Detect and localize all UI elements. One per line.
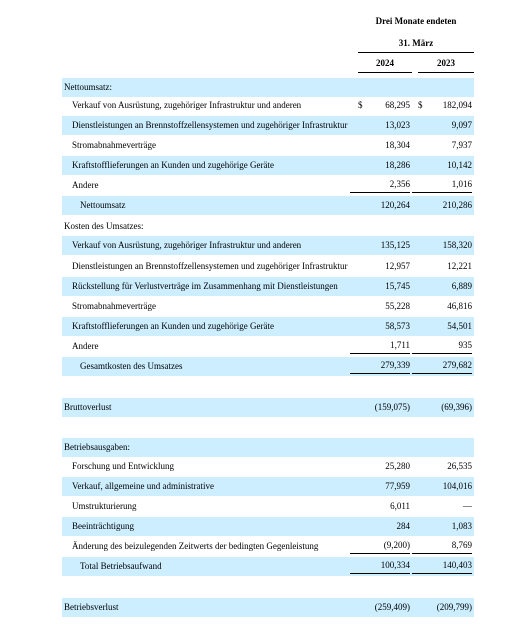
table-row xyxy=(62,457,474,476)
operating-loss-row xyxy=(62,598,474,617)
table-row xyxy=(62,537,474,556)
section-label: Nettoumsatz: xyxy=(64,82,112,92)
value-2024: (159,075) xyxy=(374,402,410,412)
value-2024: 77,959 xyxy=(385,481,410,491)
value-2024: 18,304 xyxy=(385,140,410,150)
table-row xyxy=(62,96,474,115)
row-label: Bruttoverlust xyxy=(64,402,112,412)
row-label: Dienstleistungen an Brennstoffzellensystemen und zugehöriger Infrastruktur xyxy=(72,120,348,130)
value-2023: 1,016 xyxy=(412,176,472,193)
value-2024: (259,409) xyxy=(374,602,410,612)
value-2024: 279,339 xyxy=(350,357,410,374)
value-2023: 9,097 xyxy=(451,120,472,130)
gross-loss-row xyxy=(62,398,474,417)
value-2023: 54,501 xyxy=(447,321,472,331)
value-2024: 68,295 xyxy=(385,100,410,110)
value-2023: 7,937 xyxy=(451,140,472,150)
row-label: Kraftstofflieferungen an Kunden und zugehörige Geräte xyxy=(72,160,275,170)
value-2023: 279,682 xyxy=(412,357,472,374)
value-2023: 210,286 xyxy=(442,200,472,210)
col-2024-header: 2024 xyxy=(376,58,394,68)
period-header: Drei Monate endeten xyxy=(375,16,457,26)
row-label: Nettoumsatz xyxy=(80,200,126,210)
value-2024: 13,023 xyxy=(385,120,410,130)
table-row xyxy=(62,136,474,155)
value-2023: 10,142 xyxy=(447,160,472,170)
value-2024: 12,957 xyxy=(385,261,410,271)
value-2024: 55,228 xyxy=(385,301,410,311)
table-row xyxy=(62,257,474,276)
table-row xyxy=(62,116,474,135)
value-2023: — xyxy=(463,501,472,511)
value-2024: 1,711 xyxy=(350,337,410,354)
table-row xyxy=(62,317,474,336)
table-row xyxy=(62,297,474,316)
value-2023: 26,535 xyxy=(447,461,472,471)
net-revenue-section-header xyxy=(62,78,474,97)
col-2023-rule xyxy=(418,72,474,73)
net-revenue-total-row xyxy=(62,196,474,215)
row-label: Verkauf von Ausrüstung, zugehöriger Infrastruktur und anderen xyxy=(72,100,302,110)
value-2023: 6,889 xyxy=(451,281,472,291)
table-row xyxy=(62,156,474,175)
row-label: Rückstellung für Verlustverträge im Zusammenhang mit Dienstleistungen xyxy=(72,281,338,291)
value-2024: 58,573 xyxy=(385,321,410,331)
value-2024: 135,125 xyxy=(380,240,410,250)
value-2023: 182,094 xyxy=(442,100,472,110)
row-label: Betriebsverlust xyxy=(64,602,119,612)
value-2024: 6,011 xyxy=(390,501,410,511)
section-label: Betriebsausgaben: xyxy=(64,442,130,452)
value-2023: 46,816 xyxy=(447,301,472,311)
header-divider xyxy=(358,52,474,53)
section-label: Kosten des Umsatzes: xyxy=(64,221,144,231)
cost-total-row xyxy=(62,357,474,376)
table-row xyxy=(62,497,474,516)
row-label: Verkauf von Ausrüstung, zugehöriger Infrastruktur und anderen xyxy=(72,240,302,250)
value-2024: 100,334 xyxy=(350,557,410,574)
table-row xyxy=(62,176,474,195)
col-2023-header: 2023 xyxy=(437,58,455,68)
row-label: Stromabnahmeverträge xyxy=(72,301,156,311)
row-label: Änderung des beizulegenden Zeitwerts der bedingten Gegenleistung xyxy=(72,541,319,551)
row-label: Andere xyxy=(72,180,99,190)
currency-symbol: $ xyxy=(358,100,363,110)
value-2023: (69,396) xyxy=(441,402,472,412)
currency-symbol: $ xyxy=(418,100,423,110)
row-label: Verkauf, allgemeine und administrative xyxy=(72,481,214,491)
value-2024: (9,200) xyxy=(350,537,410,554)
value-2023: 104,016 xyxy=(442,481,472,491)
row-label: Total Betriebsaufwand xyxy=(80,561,162,571)
table-row xyxy=(62,277,474,296)
value-2024: 15,745 xyxy=(385,281,410,291)
row-label: Stromabnahmeverträge xyxy=(72,140,156,150)
row-label: Andere xyxy=(72,341,99,351)
value-2023: 1,083 xyxy=(451,521,472,531)
opex-total-row xyxy=(62,557,474,576)
value-2023: 935 xyxy=(412,337,472,354)
value-2024: 284 xyxy=(396,521,410,531)
table-row xyxy=(62,517,474,536)
row-label: Umstrukturierung xyxy=(72,501,137,511)
row-label: Kraftstofflieferungen an Kunden und zugehörige Geräte xyxy=(72,321,275,331)
opex-section-header xyxy=(62,438,474,457)
value-2024: 2,356 xyxy=(350,176,410,193)
value-2024: 25,280 xyxy=(385,461,410,471)
value-2023: 8,769 xyxy=(412,537,472,554)
col-2024-rule xyxy=(358,72,412,73)
value-2023: 140,403 xyxy=(412,557,472,574)
value-2024: 120,264 xyxy=(380,200,410,210)
row-label: Beeinträchtigung xyxy=(72,521,134,531)
table-row xyxy=(62,477,474,496)
value-2023: (209,799) xyxy=(436,602,472,612)
value-2023: 158,320 xyxy=(442,240,472,250)
row-label: Forschung und Entwicklung xyxy=(72,461,174,471)
row-label: Gesamtkosten des Umsatzes xyxy=(80,361,183,371)
value-2023: 12,221 xyxy=(447,261,472,271)
value-2024: 18,286 xyxy=(385,160,410,170)
cost-section-header xyxy=(62,217,474,236)
table-row xyxy=(62,337,474,356)
date-header: 31. März xyxy=(398,38,434,48)
table-row xyxy=(62,236,474,255)
row-label: Dienstleistungen an Brennstoffzellensystemen und zugehöriger Infrastruktur xyxy=(72,261,348,271)
